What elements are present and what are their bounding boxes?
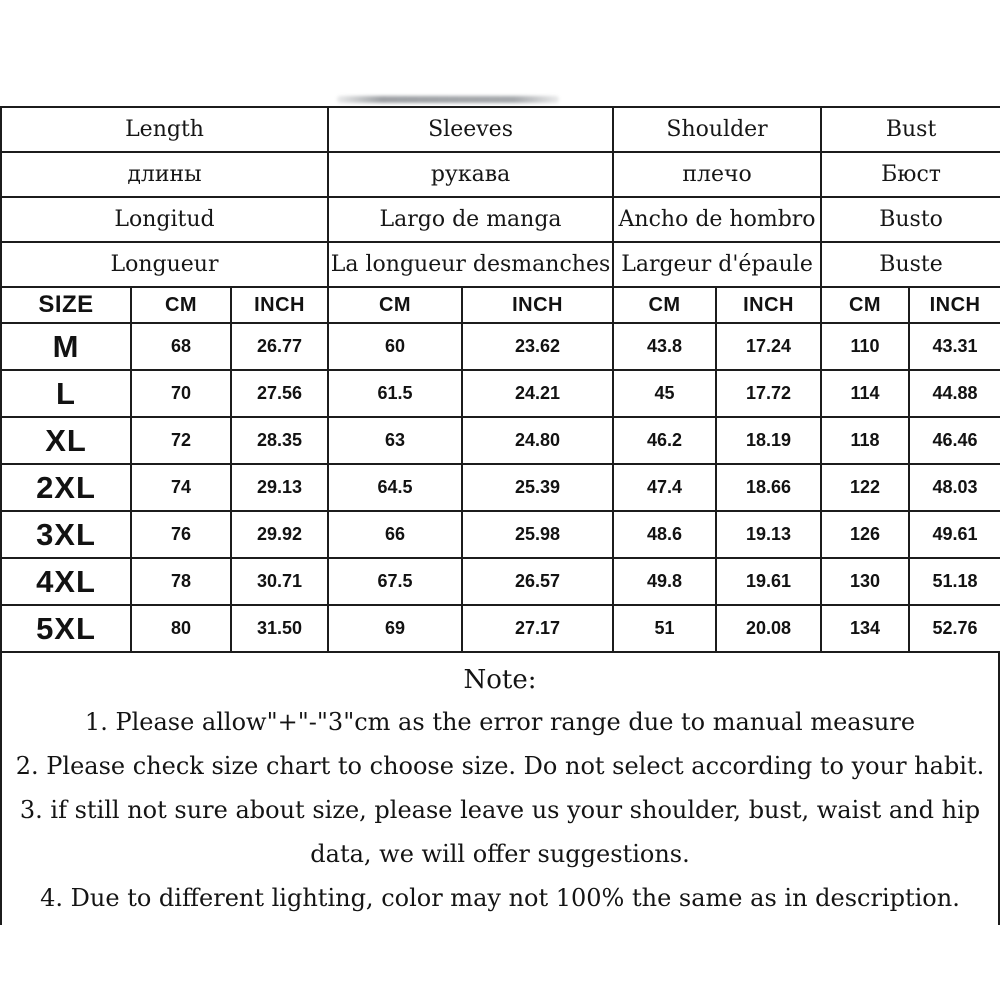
measurement-value: 17.24: [716, 323, 821, 370]
table-row: [1, 417, 1000, 464]
measurement-value: 17.72: [716, 370, 821, 417]
measurement-value: 134: [821, 605, 909, 652]
measurement-value: 46.2: [613, 417, 716, 464]
header-length-es: Longitud: [1, 197, 328, 242]
measurement-value: 118: [821, 417, 909, 464]
measurement-value: 72: [131, 417, 231, 464]
measurement-value: 19.61: [716, 558, 821, 605]
measurement-value: 25.39: [462, 464, 613, 511]
header-shoulder-en: Shoulder: [613, 107, 821, 152]
measurement-value: 43.31: [909, 323, 1000, 370]
measurement-value: 78: [131, 558, 231, 605]
size-label: XL: [1, 417, 131, 464]
size-rows: [1, 323, 1000, 652]
measurement-value: 46.46: [909, 417, 1000, 464]
header-shoulder-fr: Largeur d'épaule: [613, 242, 821, 287]
header-sleeves-en: Sleeves: [328, 107, 613, 152]
measurement-value: 19.13: [716, 511, 821, 558]
measurement-value: 70: [131, 370, 231, 417]
measurement-value: 24.21: [462, 370, 613, 417]
table-row: [1, 511, 1000, 558]
measurement-value: 80: [131, 605, 231, 652]
watermark-smudge: [337, 96, 559, 103]
measurement-value: 130: [821, 558, 909, 605]
measurement-value: 122: [821, 464, 909, 511]
unit-header-row: [1, 287, 1000, 323]
measurement-value: 47.4: [613, 464, 716, 511]
header-length-fr: Longueur: [1, 242, 328, 287]
size-label: 4XL: [1, 558, 131, 605]
measurement-value: 76: [131, 511, 231, 558]
measurement-value: 27.17: [462, 605, 613, 652]
measurement-value: 48.6: [613, 511, 716, 558]
measurement-value: 45: [613, 370, 716, 417]
note-section: [0, 653, 1000, 925]
table-row: [1, 323, 1000, 370]
measurement-value: 67.5: [328, 558, 462, 605]
table-row: [1, 605, 1000, 652]
header-sleeves-es: Largo de manga: [328, 197, 613, 242]
measurement-value: 29.13: [231, 464, 328, 511]
measurement-value: 29.92: [231, 511, 328, 558]
measurement-value: 26.57: [462, 558, 613, 605]
measurement-value: 69: [328, 605, 462, 652]
measurement-value: 64.5: [328, 464, 462, 511]
size-label: 5XL: [1, 605, 131, 652]
measurement-value: 66: [328, 511, 462, 558]
measurement-value: 26.77: [231, 323, 328, 370]
size-label: L: [1, 370, 131, 417]
note-line-4: 4. Due to different lighting, color may not 100% the same as in description.: [40, 884, 960, 912]
unit-header-cm-shoulder: CM: [613, 287, 716, 323]
header-row-spanish: [1, 197, 1000, 242]
measurement-value: 51: [613, 605, 716, 652]
header-bust-fr: Buste: [821, 242, 1000, 287]
unit-header-inch-shoulder: INCH: [716, 287, 821, 323]
header-sleeves-fr: La longueur desmanches: [328, 242, 613, 287]
measurement-value: 27.56: [231, 370, 328, 417]
measurement-value: 24.80: [462, 417, 613, 464]
measurement-value: 44.88: [909, 370, 1000, 417]
measurement-value: 43.8: [613, 323, 716, 370]
table-row: [1, 558, 1000, 605]
header-bust-en: Bust: [821, 107, 1000, 152]
measurement-value: 49.61: [909, 511, 1000, 558]
measurement-value: 110: [821, 323, 909, 370]
size-chart-table: [0, 106, 1000, 653]
header-row-russian: [1, 152, 1000, 197]
measurement-value: 60: [328, 323, 462, 370]
measurement-value: 51.18: [909, 558, 1000, 605]
table-row: [1, 370, 1000, 417]
unit-header-cm-bust: CM: [821, 287, 909, 323]
measurement-value: 68: [131, 323, 231, 370]
size-label: 3XL: [1, 511, 131, 558]
measurement-value: 31.50: [231, 605, 328, 652]
header-length-en: Length: [1, 107, 328, 152]
note-line-3: 3. if still not sure about size, please leave us your shoulder, bust, waist and hip data, we will offer suggestions.: [19, 796, 981, 868]
header-bust-es: Busto: [821, 197, 1000, 242]
unit-header-inch-sleeves: INCH: [462, 287, 613, 323]
measurement-value: 20.08: [716, 605, 821, 652]
measurement-value: 114: [821, 370, 909, 417]
measurement-value: 49.8: [613, 558, 716, 605]
measurement-value: 18.19: [716, 417, 821, 464]
header-bust-ru: Бюст: [821, 152, 1000, 197]
measurement-value: 48.03: [909, 464, 1000, 511]
header-sleeves-ru: рукава: [328, 152, 613, 197]
note-line-2: 2. Please check size chart to choose size. Do not select according to your habit.: [15, 752, 985, 780]
note-line-1: 1. Please allow"+"-"3"cm as the error range due to manual measure: [84, 708, 916, 736]
header-shoulder-ru: плечо: [613, 152, 821, 197]
note-title: Note:: [463, 665, 537, 695]
header-row-french: [1, 242, 1000, 287]
size-label: 2XL: [1, 464, 131, 511]
unit-header-cm-length: CM: [131, 287, 231, 323]
measurement-value: 23.62: [462, 323, 613, 370]
header-shoulder-es: Ancho de hombro: [613, 197, 821, 242]
size-label: M: [1, 323, 131, 370]
measurement-value: 52.76: [909, 605, 1000, 652]
unit-header-inch-bust: INCH: [909, 287, 1000, 323]
header-row-english: [1, 107, 1000, 152]
header-length-ru: длины: [1, 152, 328, 197]
size-chart-container: [0, 106, 1000, 925]
measurement-value: 28.35: [231, 417, 328, 464]
measurement-value: 61.5: [328, 370, 462, 417]
measurement-value: 74: [131, 464, 231, 511]
measurement-value: 25.98: [462, 511, 613, 558]
measurement-value: 18.66: [716, 464, 821, 511]
measurement-value: 30.71: [231, 558, 328, 605]
measurement-value: 126: [821, 511, 909, 558]
table-row: [1, 464, 1000, 511]
unit-header-inch-length: INCH: [231, 287, 328, 323]
measurement-value: 63: [328, 417, 462, 464]
size-column-header: SIZE: [1, 287, 131, 323]
unit-header-cm-sleeves: CM: [328, 287, 462, 323]
